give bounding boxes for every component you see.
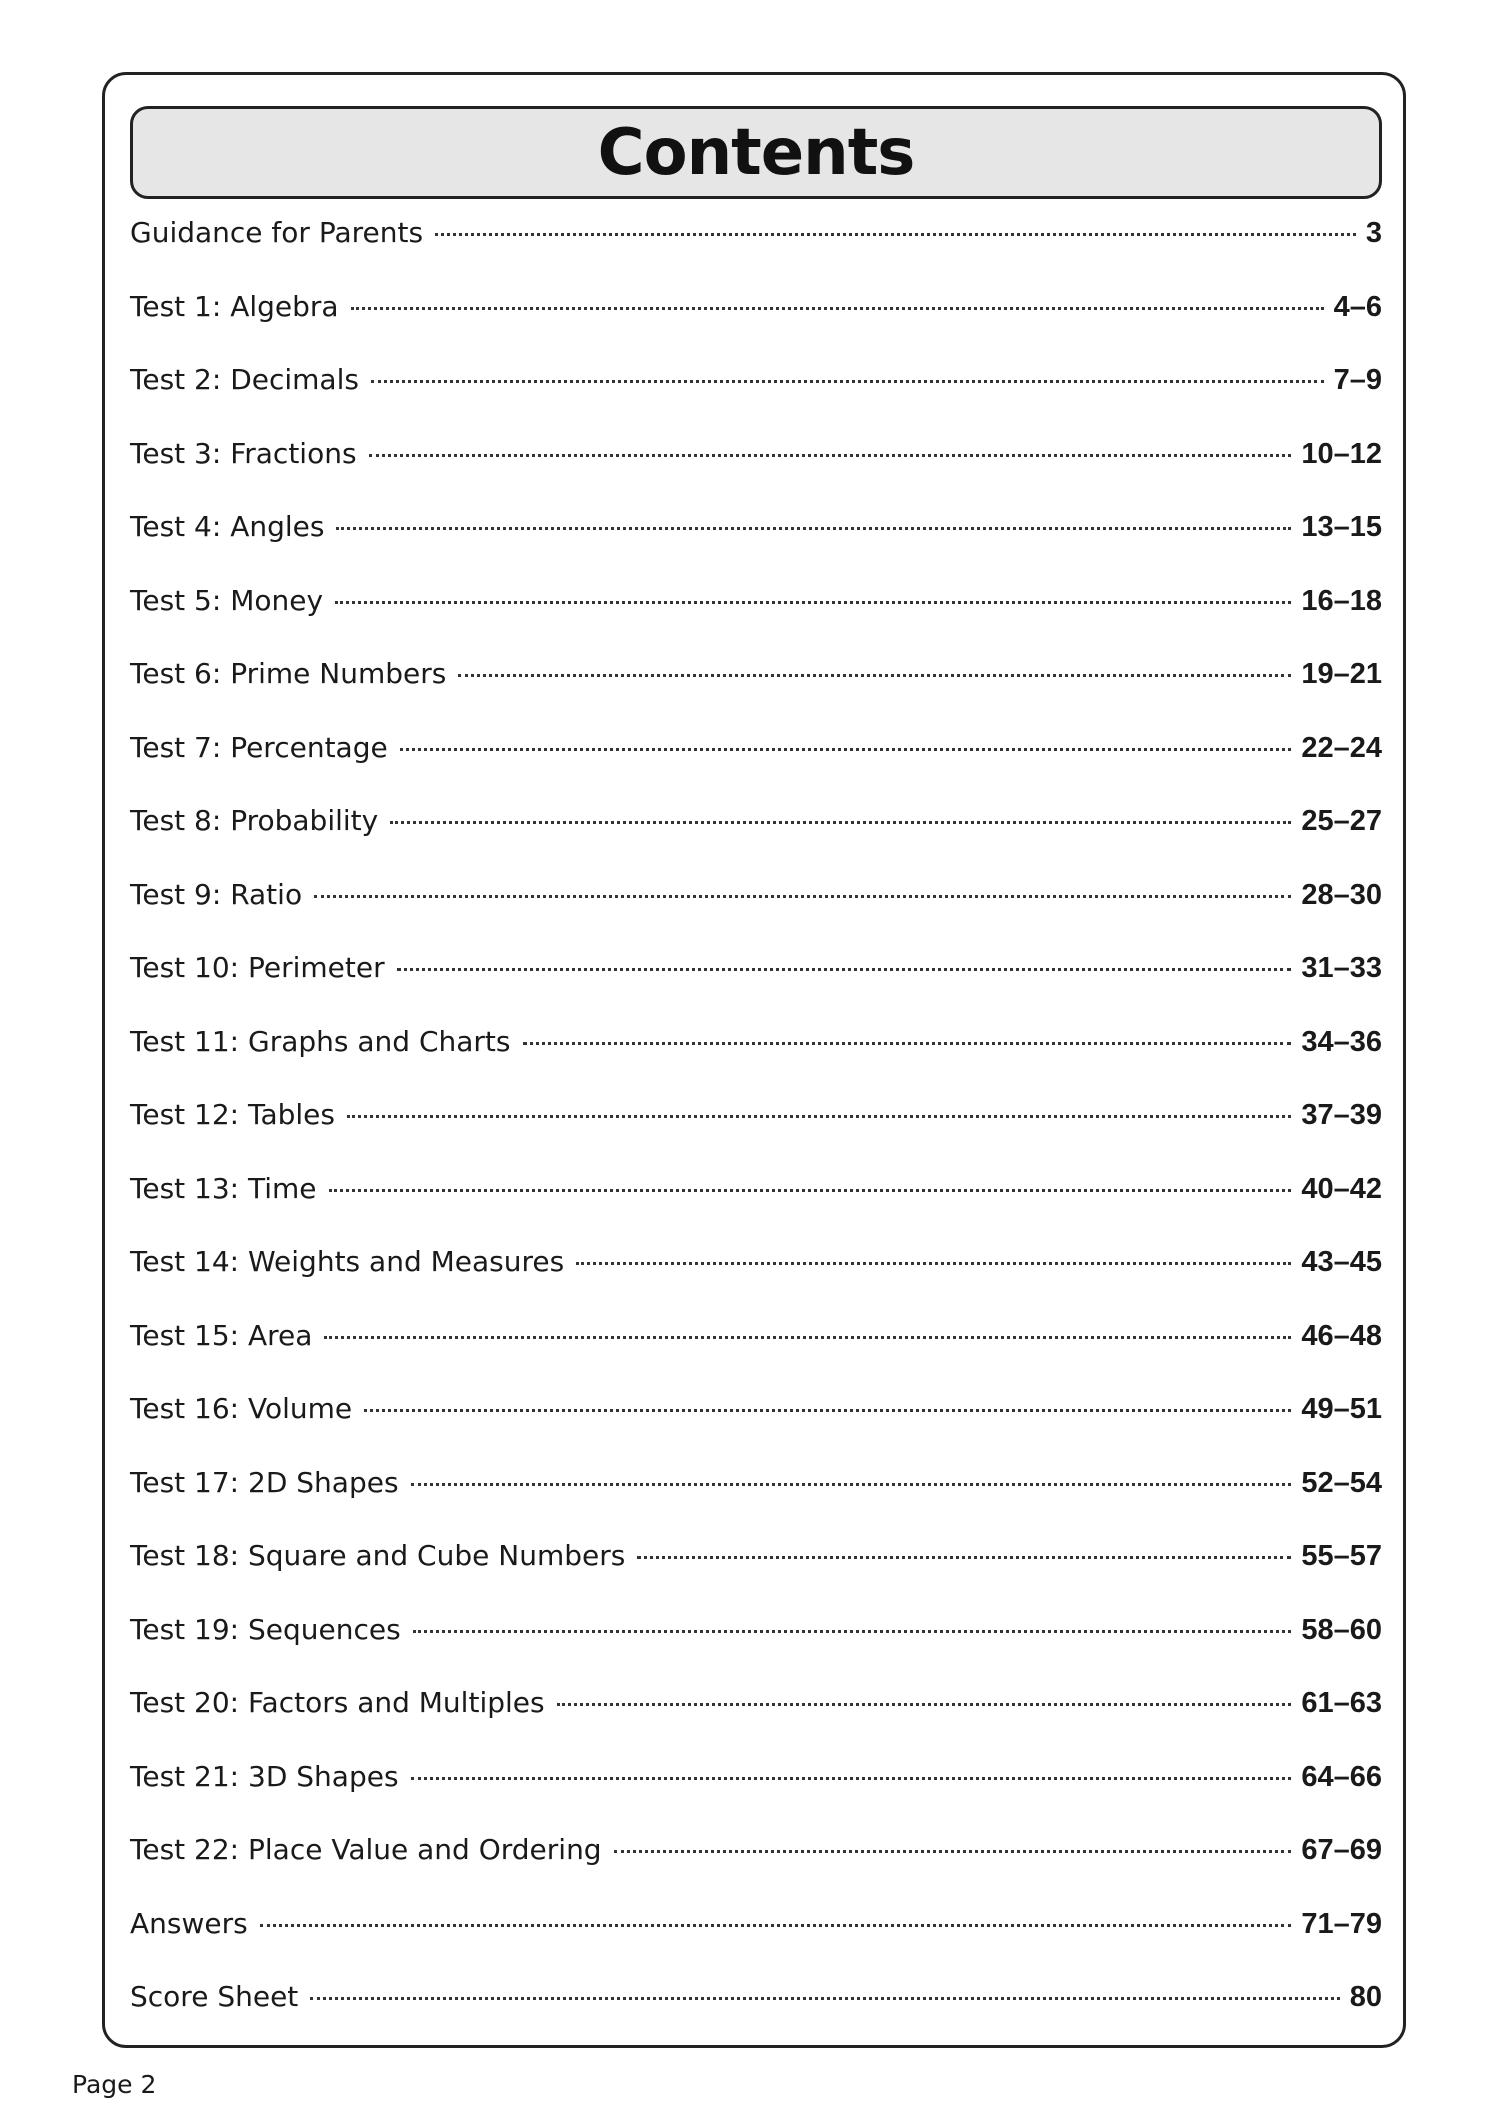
toc-entry-label: Test 8: Probability [130, 804, 379, 837]
dot-leader [614, 1850, 1292, 1853]
toc-entry-label: Test 6: Prime Numbers [130, 657, 447, 690]
toc-entry [130, 216, 1382, 290]
toc-entry [130, 1833, 1382, 1907]
toc-entry-pages: 13–15 [1301, 511, 1382, 543]
toc-entry-label: Test 7: Percentage [130, 730, 388, 764]
toc-entry-pages: 22–24 [1301, 731, 1382, 764]
toc-entry-label: Test 18: Square and Cube Numbers [130, 1539, 626, 1572]
dot-leader [369, 454, 1292, 457]
dot-leader [314, 895, 1291, 898]
dot-leader [329, 1189, 1292, 1192]
toc-entry-pages: 19–21 [1301, 658, 1382, 690]
toc-entry-label: Test 22: Place Value and Ordering [130, 1833, 602, 1866]
toc-entry [130, 1025, 1382, 1099]
toc-entry-pages: 71–79 [1301, 1907, 1382, 1940]
toc-entry [130, 1907, 1382, 1981]
toc-entry-label: Test 14: Weights and Measures [130, 1245, 565, 1278]
dot-leader [458, 674, 1291, 677]
toc-entry-label: Test 12: Tables [130, 1098, 335, 1131]
toc-entry-label: Test 3: Fractions [130, 436, 357, 470]
toc-entry [130, 951, 1382, 1025]
contents-title-bar [130, 106, 1382, 199]
dot-leader [411, 1777, 1292, 1780]
dot-leader [576, 1262, 1291, 1265]
toc-entry-pages: 58–60 [1301, 1613, 1382, 1646]
toc-entry-label: Test 17: 2D Shapes [130, 1465, 399, 1499]
toc-entry [130, 1466, 1382, 1540]
toc-entry-pages: 55–57 [1301, 1540, 1382, 1572]
toc-entry [130, 1613, 1382, 1687]
toc-entry-pages: 34–36 [1301, 1025, 1382, 1058]
toc-entry [130, 1245, 1382, 1319]
dot-leader [435, 233, 1356, 236]
toc-entry-pages: 52–54 [1301, 1466, 1382, 1499]
toc-entry-pages: 31–33 [1301, 952, 1382, 984]
toc-entry-label: Answers [130, 1906, 248, 1940]
dot-leader [413, 1630, 1292, 1633]
dot-leader [397, 968, 1292, 971]
toc-entry-pages: 16–18 [1301, 584, 1382, 617]
toc-entry [130, 657, 1382, 731]
toc-entry-label: Guidance for Parents [130, 216, 424, 249]
toc-entry-pages: 46–48 [1301, 1319, 1382, 1352]
toc-entry-pages: 3 [1365, 217, 1382, 249]
toc-entry [130, 1098, 1382, 1172]
toc-entry [130, 290, 1382, 364]
dot-leader [260, 1924, 1292, 1927]
toc-entry [130, 1760, 1382, 1834]
dot-leader [336, 527, 1291, 530]
page-number: Page 2 [72, 2070, 157, 2099]
toc-entry [130, 363, 1382, 437]
toc-entry-label: Test 13: Time [130, 1171, 317, 1205]
toc-entry-pages: 28–30 [1301, 878, 1382, 911]
toc-entry [130, 1319, 1382, 1393]
toc-entry-label: Test 21: 3D Shapes [130, 1759, 399, 1793]
toc-entry [130, 1172, 1382, 1246]
toc-entry-pages: 40–42 [1301, 1172, 1382, 1205]
toc-entry [130, 584, 1382, 658]
toc-entry-pages: 43–45 [1301, 1246, 1382, 1278]
toc-entry [130, 804, 1382, 878]
toc-entry-pages: 49–51 [1301, 1393, 1382, 1425]
dot-leader [335, 601, 1291, 604]
toc-entry-label: Test 11: Graphs and Charts [130, 1024, 511, 1058]
toc-entry-pages: 37–39 [1301, 1099, 1382, 1131]
toc-entry-label: Test 5: Money [130, 583, 324, 617]
dot-leader [364, 1409, 1291, 1412]
toc-entry [130, 731, 1382, 805]
toc-entry [130, 437, 1382, 511]
toc-entry-pages: 64–66 [1301, 1760, 1382, 1793]
toc-entry-label: Test 9: Ratio [130, 877, 303, 911]
toc-entry [130, 1539, 1382, 1613]
toc-entry [130, 510, 1382, 584]
dot-leader [411, 1483, 1292, 1486]
dot-leader [371, 380, 1324, 383]
toc-entry-pages: 80 [1349, 1981, 1382, 2013]
dot-leader [523, 1042, 1292, 1045]
page-title: Contents [597, 115, 915, 190]
toc-entry-label: Test 15: Area [130, 1318, 313, 1352]
toc-entry-label: Test 1: Algebra [130, 289, 339, 323]
toc-entry-label: Test 19: Sequences [130, 1612, 401, 1646]
dot-leader [347, 1115, 1291, 1118]
toc-entry-pages: 10–12 [1301, 437, 1382, 470]
dot-leader [324, 1336, 1291, 1339]
dot-leader [557, 1703, 1292, 1706]
dot-leader [400, 748, 1292, 751]
toc-entry [130, 1392, 1382, 1466]
toc-entry [130, 1980, 1382, 2054]
toc-entry-label: Test 20: Factors and Multiples [130, 1686, 545, 1719]
toc-entry-pages: 25–27 [1301, 805, 1382, 837]
toc-entry-label: Score Sheet [130, 1980, 299, 2013]
toc-entry-label: Test 10: Perimeter [130, 951, 385, 984]
toc-entry-pages: 4–6 [1333, 290, 1382, 323]
toc-entry-pages: 61–63 [1301, 1687, 1382, 1719]
dot-leader [390, 821, 1291, 824]
toc-entry-label: Test 4: Angles [130, 510, 325, 543]
toc-entry [130, 1686, 1382, 1760]
dot-leader [310, 1997, 1339, 2000]
table-of-contents [130, 216, 1382, 2054]
dot-leader [637, 1556, 1291, 1559]
toc-entry-pages: 7–9 [1333, 364, 1382, 396]
dot-leader [351, 307, 1324, 310]
toc-entry [130, 878, 1382, 952]
toc-entry-label: Test 2: Decimals [130, 363, 359, 396]
toc-entry-pages: 67–69 [1301, 1834, 1382, 1866]
toc-entry-label: Test 16: Volume [130, 1392, 353, 1425]
